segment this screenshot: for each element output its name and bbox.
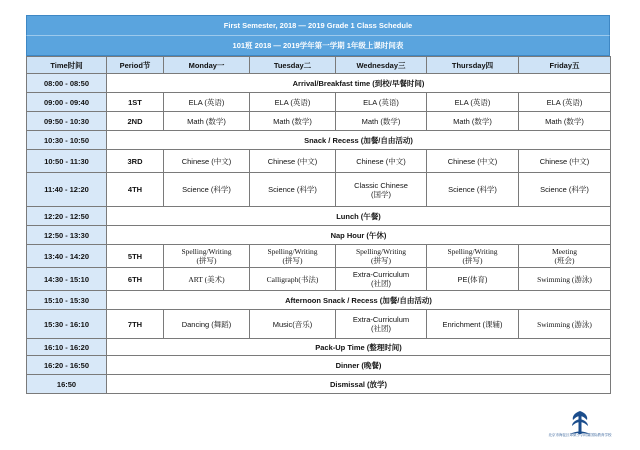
class-cell-thursday: Spelling/Writing (拼写) — [427, 245, 519, 268]
schedule-header — [26, 15, 610, 56]
time-cell: 16:10 - 16:20 — [27, 339, 107, 356]
class-cell-friday: ELA (英语) — [519, 93, 611, 112]
time-cell: 16:20 - 16:50 — [27, 356, 107, 375]
time-cell: 16:50 — [27, 375, 107, 394]
class-cell-wednesday: Extra-Curriculum (社团) — [336, 268, 427, 291]
class-cell-monday: Spelling/Writing (拼写) — [164, 245, 250, 268]
table-row — [27, 112, 611, 131]
class-cell-wednesday: Math (数学) — [336, 112, 427, 131]
class-cell-thursday: Math (数学) — [427, 112, 519, 131]
col-header-wednesday: Wednesday三 — [336, 57, 427, 74]
class-cell-monday: ART (美术) — [164, 268, 250, 291]
table-row — [27, 375, 611, 394]
table-row — [27, 245, 611, 268]
schedule-sheet — [26, 15, 610, 394]
time-cell: 11:40 - 12:20 — [27, 173, 107, 207]
period-cell: 6TH — [107, 268, 164, 291]
period-cell: 3RD — [107, 150, 164, 173]
time-cell: 09:00 - 09:40 — [27, 93, 107, 112]
period-cell: 4TH — [107, 173, 164, 207]
table-row — [27, 291, 611, 310]
table-row — [27, 226, 611, 245]
class-cell-thursday: Enrichment (课辅) — [427, 310, 519, 339]
time-cell: 10:50 - 11:30 — [27, 150, 107, 173]
class-cell-wednesday: Classic Chinese (国学) — [336, 173, 427, 207]
period-cell: 5TH — [107, 245, 164, 268]
col-header-thursday: Thursday四 — [427, 57, 519, 74]
time-cell: 10:30 - 10:50 — [27, 131, 107, 150]
class-cell-friday: Meeting (班会) — [519, 245, 611, 268]
class-cell-tuesday: ELA (英语) — [250, 93, 336, 112]
tree-logo-icon — [548, 408, 612, 444]
table-row — [27, 131, 611, 150]
activity-span-cell: Nap Hour (午休) — [107, 226, 611, 245]
title-chinese: 101班 2018 — 2019学年第一学期 1年级上课时间表 — [26, 35, 610, 56]
activity-span-cell: Snack / Recess (加餐/自由活动) — [107, 131, 611, 150]
class-cell-wednesday: Spelling/Writing (拼写) — [336, 245, 427, 268]
col-header-tuesday: Tuesday二 — [250, 57, 336, 74]
class-cell-tuesday: Spelling/Writing (拼写) — [250, 245, 336, 268]
activity-span-cell: Lunch (午餐) — [107, 207, 611, 226]
class-cell-thursday: PE(体育) — [427, 268, 519, 291]
activity-span-cell: Arrival/Breakfast time (到校/早餐时间) — [107, 74, 611, 93]
title-english: First Semester, 2018 — 2019 Grade 1 Class Schedule — [26, 15, 610, 35]
class-cell-tuesday: Science (科学) — [250, 173, 336, 207]
class-cell-friday: Math (数学) — [519, 112, 611, 131]
class-cell-tuesday: Math (数学) — [250, 112, 336, 131]
time-cell: 15:10 - 15:30 — [27, 291, 107, 310]
activity-span-cell: Dismissal (放学) — [107, 375, 611, 394]
table-row — [27, 268, 611, 291]
schedule-table — [26, 56, 611, 394]
class-cell-tuesday: Calligraph(书法) — [250, 268, 336, 291]
period-cell: 7TH — [107, 310, 164, 339]
class-cell-friday: Swimming (游泳) — [519, 268, 611, 291]
table-row — [27, 173, 611, 207]
table-row — [27, 207, 611, 226]
class-cell-tuesday: Chinese (中文) — [250, 150, 336, 173]
table-row — [27, 93, 611, 112]
col-header-time: Time时间 — [27, 57, 107, 74]
time-cell: 08:00 - 08:50 — [27, 74, 107, 93]
col-header-monday: Monday一 — [164, 57, 250, 74]
class-cell-wednesday: ELA (英语) — [336, 93, 427, 112]
schedule-body — [27, 74, 611, 394]
activity-span-cell: Afternoon Snack / Recess (加餐/自由活动) — [107, 291, 611, 310]
class-cell-monday: ELA (英语) — [164, 93, 250, 112]
period-cell: 2ND — [107, 112, 164, 131]
time-cell: 15:30 - 16:10 — [27, 310, 107, 339]
class-cell-thursday: Science (科学) — [427, 173, 519, 207]
class-cell-friday: Swimming (游泳) — [519, 310, 611, 339]
time-cell: 12:20 - 12:50 — [27, 207, 107, 226]
class-cell-thursday: ELA (英语) — [427, 93, 519, 112]
class-cell-monday: Science (科学) — [164, 173, 250, 207]
class-cell-tuesday: Music(音乐) — [250, 310, 336, 339]
time-cell: 14:30 - 15:10 — [27, 268, 107, 291]
class-cell-monday: Chinese (中文) — [164, 150, 250, 173]
table-row — [27, 310, 611, 339]
column-header-row — [27, 57, 611, 74]
time-cell: 13:40 - 14:20 — [27, 245, 107, 268]
period-cell: 1ST — [107, 93, 164, 112]
time-cell: 09:50 - 10:30 — [27, 112, 107, 131]
activity-span-cell: Dinner (晚餐) — [107, 356, 611, 375]
activity-span-cell: Pack-Up Time (整理时间) — [107, 339, 611, 356]
class-cell-wednesday: Extra-Curriculum (社团) — [336, 310, 427, 339]
class-cell-wednesday: Chinese (中文) — [336, 150, 427, 173]
logo-caption: 北京市海淀区翠微小学附属国际教育学校 — [548, 433, 612, 437]
col-header-friday: Friday五 — [519, 57, 611, 74]
class-cell-thursday: Chinese (中文) — [427, 150, 519, 173]
time-cell: 12:50 - 13:30 — [27, 226, 107, 245]
class-cell-friday: Chinese (中文) — [519, 150, 611, 173]
table-row — [27, 74, 611, 93]
table-row — [27, 150, 611, 173]
class-cell-monday: Dancing (舞蹈) — [164, 310, 250, 339]
table-row — [27, 356, 611, 375]
col-header-period: Period节 — [107, 57, 164, 74]
class-cell-friday: Science (科学) — [519, 173, 611, 207]
table-row — [27, 339, 611, 356]
class-cell-monday: Math (数学) — [164, 112, 250, 131]
